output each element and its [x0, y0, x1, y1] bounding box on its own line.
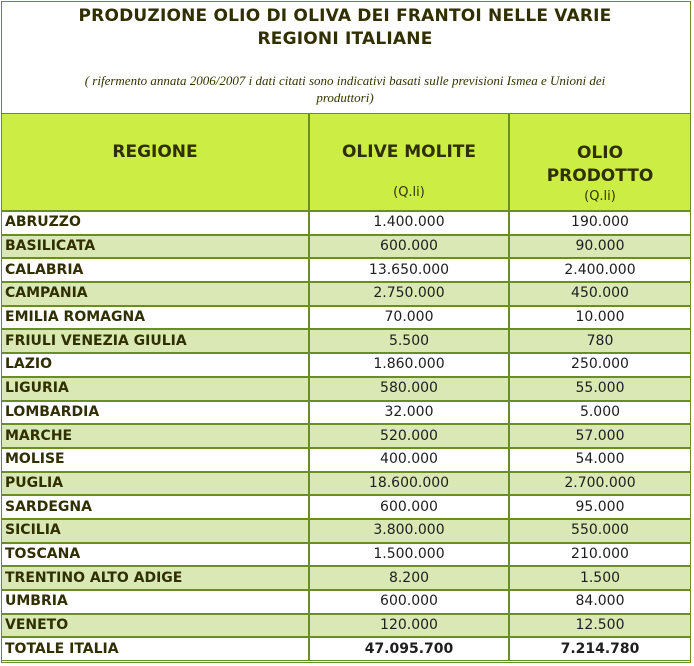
cell-olive-molite: 400.000	[309, 448, 509, 472]
header-olio-label-1: OLIO	[576, 143, 624, 163]
note-line-1: ( rifermento annata 2006/2007 i dati citati sono indicativi basati sulle previsioni Ismea e Unioni dei	[84, 73, 606, 88]
title-line-2: REGIONI ITALIANE	[257, 29, 433, 49]
cell-olive-molite: 70.000	[309, 306, 509, 330]
cell-olive-molite: 2.750.000	[309, 282, 509, 306]
table-row	[1, 353, 691, 377]
table-row	[1, 401, 691, 425]
page-title	[0, 5, 690, 51]
header-olio-prodotto	[509, 113, 691, 211]
cell-regione: TRENTINO ALTO ADIGE	[1, 566, 309, 590]
cell-olio-prodotto: 90.000	[509, 235, 691, 259]
table-row	[1, 258, 691, 282]
cell-regione: MARCHE	[1, 424, 309, 448]
cell-regione: LAZIO	[1, 353, 309, 377]
header-regione	[1, 113, 309, 211]
table-row	[1, 472, 691, 496]
cell-olive-molite: 120.000	[309, 614, 509, 638]
table-body	[1, 211, 691, 637]
table-row	[1, 211, 691, 235]
cell-olio-prodotto: 10.000	[509, 306, 691, 330]
cell-olive-molite: 3.800.000	[309, 519, 509, 543]
table-row	[1, 495, 691, 519]
table-row	[1, 448, 691, 472]
cell-regione: BASILICATA	[1, 235, 309, 259]
cell-olio-prodotto: 5.000	[509, 401, 691, 425]
cell-regione: SARDEGNA	[1, 495, 309, 519]
cell-olio-prodotto: 190.000	[509, 211, 691, 235]
cell-regione: UMBRIA	[1, 590, 309, 614]
title-line-1: PRODUZIONE OLIO DI OLIVA DEI FRANTOI NELLE VARIE	[78, 6, 612, 26]
cell-regione: SICILIA	[1, 519, 309, 543]
cell-olive-molite: 1.500.000	[309, 543, 509, 567]
cell-olive-molite: 600.000	[309, 235, 509, 259]
cell-regione: CALABRIA	[1, 258, 309, 282]
table-row	[1, 519, 691, 543]
cell-olio-prodotto: 250.000	[509, 353, 691, 377]
cell-olive-molite: 1.860.000	[309, 353, 509, 377]
cell-olio-prodotto: 12.500	[509, 614, 691, 638]
header-regione-label: REGIONE	[112, 142, 198, 162]
cell-regione: LOMBARDIA	[1, 401, 309, 425]
table-row	[1, 377, 691, 401]
cell-olive-molite: 600.000	[309, 495, 509, 519]
cell-olive-molite: 32.000	[309, 401, 509, 425]
cell-olio-prodotto: 1.500	[509, 566, 691, 590]
table-row	[1, 306, 691, 330]
cell-olio-prodotto: 780	[509, 329, 691, 353]
cell-regione: PUGLIA	[1, 472, 309, 496]
production-table	[1, 113, 691, 661]
header-olive-unit: (Q.li)	[393, 185, 425, 200]
cell-olive-molite: 520.000	[309, 424, 509, 448]
cell-regione: VENETO	[1, 614, 309, 638]
table-row	[1, 543, 691, 567]
header-olive-molite	[309, 113, 509, 211]
cell-olio-prodotto: 2.700.000	[509, 472, 691, 496]
cell-olive-molite: 18.600.000	[309, 472, 509, 496]
cell-olio-prodotto: 57.000	[509, 424, 691, 448]
cell-regione: CAMPANIA	[1, 282, 309, 306]
total-olive: 47.095.700	[309, 637, 509, 661]
table-row	[1, 235, 691, 259]
cell-olive-molite: 5.500	[309, 329, 509, 353]
cell-olio-prodotto: 55.000	[509, 377, 691, 401]
cell-regione: MOLISE	[1, 448, 309, 472]
header-olio-label-2: PRODOTTO	[546, 166, 654, 186]
header-olio-unit: (Q.li)	[584, 189, 616, 204]
cell-olive-molite: 1.400.000	[309, 211, 509, 235]
table-row	[1, 614, 691, 638]
cell-regione: TOSCANA	[1, 543, 309, 567]
cell-regione: LIGURIA	[1, 377, 309, 401]
header-olive-label: OLIVE MOLITE	[341, 142, 477, 162]
cell-olio-prodotto: 95.000	[509, 495, 691, 519]
total-olio: 7.214.780	[509, 637, 691, 661]
table-row	[1, 590, 691, 614]
cell-olive-molite: 600.000	[309, 590, 509, 614]
cell-olio-prodotto: 54.000	[509, 448, 691, 472]
source-note	[0, 72, 690, 106]
cell-olio-prodotto: 210.000	[509, 543, 691, 567]
cell-regione: EMILIA ROMAGNA	[1, 306, 309, 330]
cell-olio-prodotto: 84.000	[509, 590, 691, 614]
table-header-row	[1, 113, 691, 211]
cell-olio-prodotto: 450.000	[509, 282, 691, 306]
total-row	[1, 637, 691, 661]
table-row	[1, 424, 691, 448]
cell-regione: FRIULI VENEZIA GIULIA	[1, 329, 309, 353]
cell-olive-molite: 580.000	[309, 377, 509, 401]
total-label: TOTALE ITALIA	[1, 637, 309, 661]
note-line-2: produttori)	[316, 90, 374, 105]
cell-olio-prodotto: 2.400.000	[509, 258, 691, 282]
cell-olive-molite: 13.650.000	[309, 258, 509, 282]
table-row	[1, 329, 691, 353]
cell-regione: ABRUZZO	[1, 211, 309, 235]
table-row	[1, 566, 691, 590]
table-row	[1, 282, 691, 306]
cell-olive-molite: 8.200	[309, 566, 509, 590]
cell-olio-prodotto: 550.000	[509, 519, 691, 543]
